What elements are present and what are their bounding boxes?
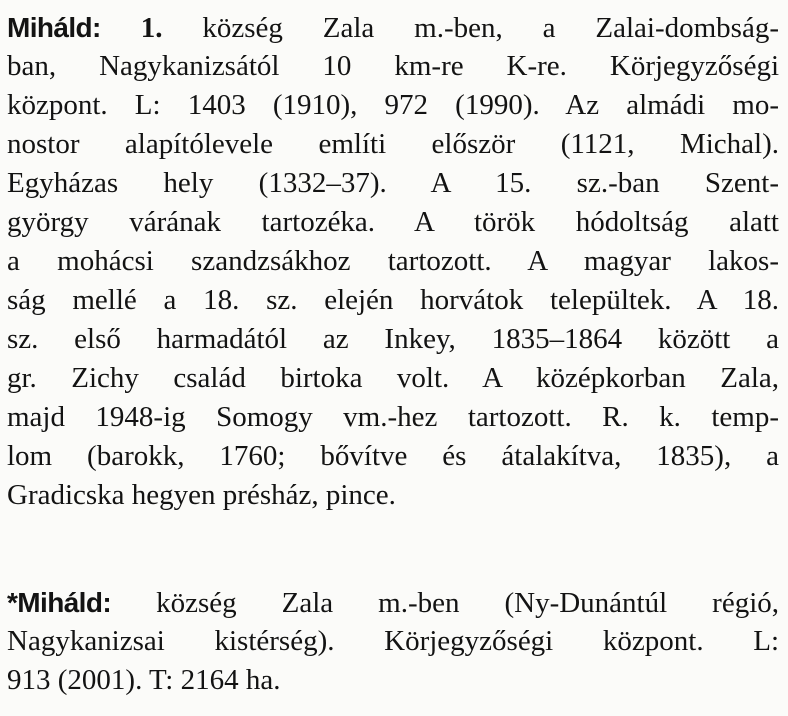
text-line: nostor alapítólevele említi először (1121, Michal). [7, 128, 779, 160]
lexicon-entry-mihald-1 [7, 8, 779, 515]
text-line: györgy várának tartozéka. A török hódoltság alatt [7, 206, 779, 238]
text-line: ság mellé a 18. sz. elején horvátok települtek. A 18. [7, 284, 779, 316]
text-line: 913 (2001). T: 2164 ha. [7, 664, 281, 696]
sense-number: 1. [140, 12, 163, 44]
text-line: sz. első harmadától az Inkey, 1835–1864 között a [7, 323, 779, 355]
text-line: Gradicska hegyen présház, pince. [7, 479, 396, 511]
text-line: a mohácsi szandzsákhoz tartozott. A magyar lakos- [7, 245, 779, 277]
text-line [7, 8, 779, 47]
text-line-rest: község Zala m.-ben, a Zalai-dombság- [202, 12, 779, 44]
text-line: központ. L: 1403 (1910), 972 (1990). Az almádi mo- [7, 89, 779, 121]
text-line: ban, Nagykanizsától 10 km-re K-re. Körjegyzőségi [7, 50, 779, 82]
text-line: majd 1948-ig Somogy vm.-hez tartozott. R. k. temp- [7, 401, 779, 433]
text-line-rest: község Zala m.-ben (Ny-Dunántúl régió, [156, 587, 779, 619]
text-line: lom (barokk, 1760; bővítve és átalakítva, 1835), a [7, 440, 779, 472]
text-line: Nagykanizsai kistérség). Körjegyzőségi központ. L: [7, 625, 779, 657]
text-line [7, 583, 779, 622]
text-line: Egyházas hely (1332–37). A 15. sz.-ban Szent- [7, 167, 779, 199]
text-line: gr. Zichy család birtoka volt. A középkorban Zala, [7, 362, 779, 394]
entry-headword: Miháld: [7, 12, 101, 43]
lexicon-entry-mihald-2 [7, 583, 779, 700]
entry-headword: *Miháld: [7, 587, 112, 618]
